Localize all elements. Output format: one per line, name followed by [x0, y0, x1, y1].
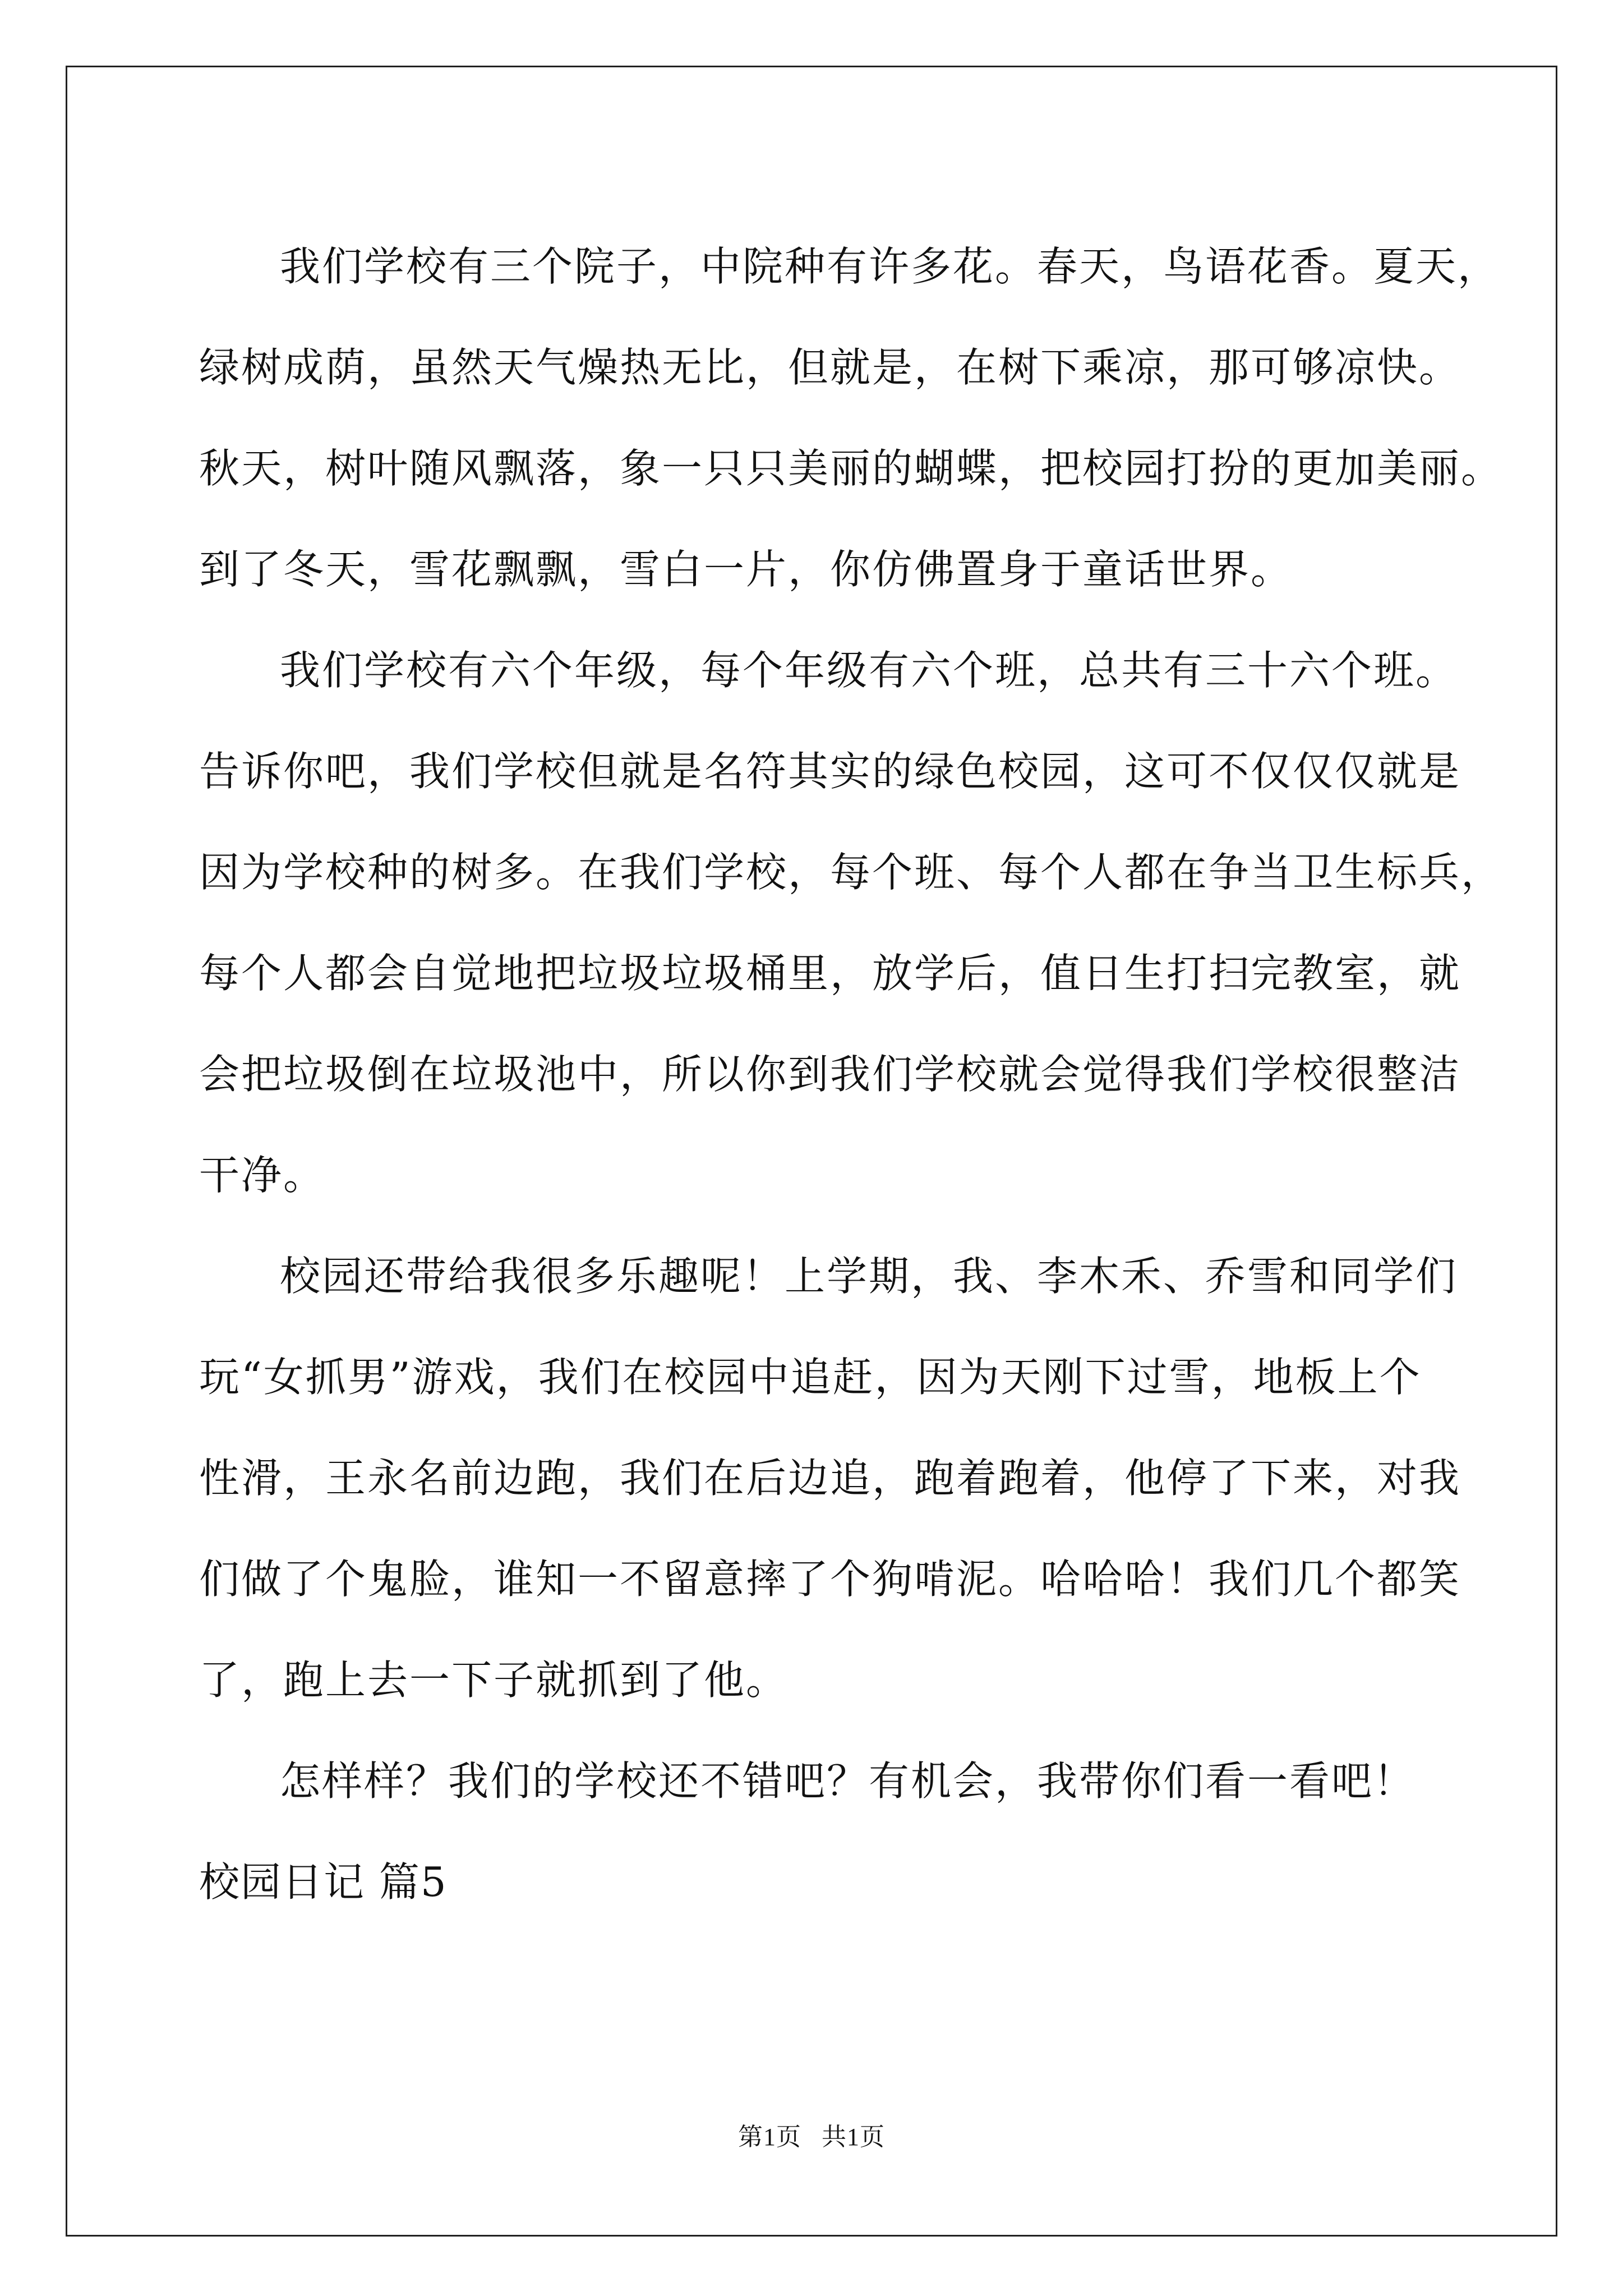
paragraph-2-line-3: 因为学校种的树多。在我们学校，每个班、每个人都在争当卫生标兵，: [199, 849, 1504, 896]
paragraph-3-line-2: 玩“女抓男”游戏，我们在校园中追赶，因为天刚下过雪，地板上个: [199, 1354, 1422, 1401]
paragraph-3-line-1: 校园还带给我很多乐趣呢！上学期，我、李木禾、乔雪和同学们: [280, 1253, 1458, 1300]
paragraph-1-line-1: 我们学校有三个院子，中院种有许多花。春天，鸟语花香。夏天，: [280, 243, 1500, 290]
paragraph-3-line-5: 了，跑上去一下子就抓到了他。: [199, 1657, 789, 1704]
document-body: [199, 216, 1504, 1932]
section-heading: 校园日记 篇5: [199, 1858, 448, 1906]
paragraph-2-line-1: 我们学校有六个年级，每个年级有六个班，总共有三十六个班。: [280, 647, 1458, 694]
page-footer: 第1页 共1页: [738, 2123, 885, 2151]
paragraph-1-line-2: 绿树成荫，虽然天气燥热无比，但就是，在树下乘凉，那可够凉快。: [199, 344, 1461, 391]
paragraph-2-line-2: 告诉你吧，我们学校但就是名符其实的绿色校园，这可不仅仅仅就是: [199, 748, 1461, 795]
paragraph-1-line-4: 到了冬天，雪花飘飘，雪白一片，你仿佛置身于童话世界。: [199, 546, 1293, 593]
paragraph-4-line-1: 怎样样？我们的学校还不错吧？有机会，我带你们看一看吧！: [280, 1757, 1416, 1805]
paragraph-3-line-4: 们做了个鬼脸，谁知一不留意摔了个狗啃泥。哈哈哈！我们几个都笑: [199, 1556, 1461, 1603]
paragraph-2-line-4: 每个人都会自觉地把垃圾垃圾桶里，放学后，值日生打扫完教室，就: [199, 950, 1461, 997]
paragraph-2-line-6: 干净。: [199, 1152, 326, 1199]
paragraph-3-line-3: 性滑，王永名前边跑，我们在后边追，跑着跑着，他停了下来，对我: [199, 1455, 1461, 1502]
paragraph-2-line-5: 会把垃圾倒在垃圾池中，所以你到我们学校就会觉得我们学校很整洁: [199, 1051, 1461, 1098]
paragraph-1-line-3: 秋天，树叶随风飘落，象一只只美丽的蝴蝶，把校园打扮的更加美丽。: [199, 445, 1504, 492]
